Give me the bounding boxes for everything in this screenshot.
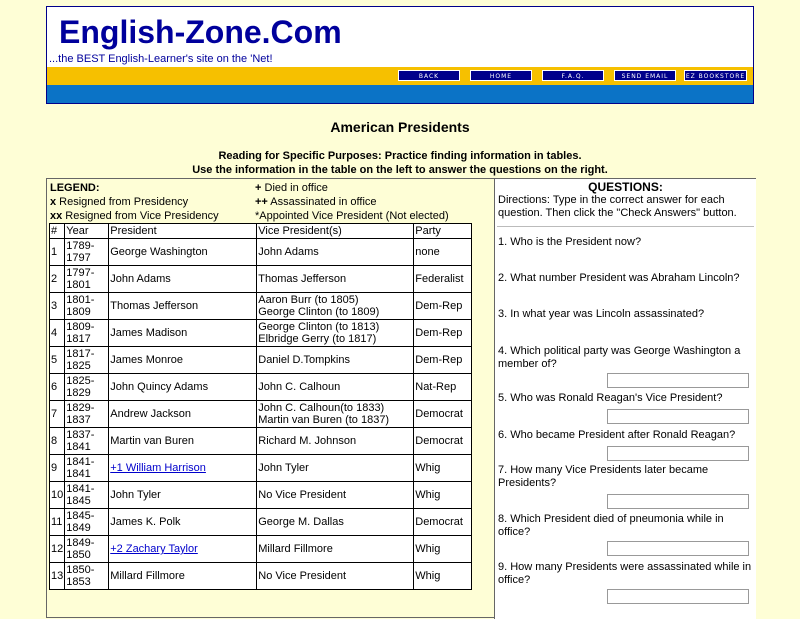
president-name: John Adams xyxy=(110,273,171,285)
vice-president-1: George Clinton (to 1813) xyxy=(258,321,380,333)
legend-xx-symbol: xx xyxy=(50,210,63,222)
vice-president-1: Millard Fillmore xyxy=(258,543,333,555)
site-tagline: ...the BEST English-Learner's site on the 'Net! xyxy=(49,53,273,65)
cell-number: 7 xyxy=(50,401,65,428)
cell-year xyxy=(65,509,109,536)
main-container xyxy=(46,178,756,618)
answer-input-7[interactable] xyxy=(607,494,749,509)
nav-bar xyxy=(47,67,753,85)
cell-party: Dem-Rep xyxy=(414,347,472,374)
year-end: 1853 xyxy=(66,576,91,588)
cell-number: 3 xyxy=(50,293,65,320)
legend xyxy=(47,179,493,223)
cell-president xyxy=(109,320,257,347)
vice-president-2: Elbridge Gerry (to 1817) xyxy=(258,333,377,345)
cell-number: 9 xyxy=(50,455,65,482)
cell-party: Democrat xyxy=(414,428,472,455)
cell-number: 5 xyxy=(50,347,65,374)
col-header-number: # xyxy=(50,224,65,239)
header-blue-bar xyxy=(47,85,753,103)
year-end: 1837 xyxy=(66,414,91,426)
cell-vice-president xyxy=(257,293,414,320)
cell-president xyxy=(109,428,257,455)
table-row xyxy=(50,536,472,563)
legend-plus-text: Died in office xyxy=(261,182,328,194)
cell-year xyxy=(65,563,109,590)
year-start: 1789- xyxy=(66,240,95,252)
cell-president xyxy=(109,374,257,401)
vice-president-1: John Tyler xyxy=(258,462,309,474)
cell-vice-president xyxy=(257,239,414,266)
table-header-row xyxy=(50,224,472,239)
cell-party: Whig xyxy=(414,536,472,563)
table-row xyxy=(50,320,472,347)
president-name: James Madison xyxy=(110,327,188,339)
cell-vice-president xyxy=(257,266,414,293)
cell-president xyxy=(109,482,257,509)
cell-year xyxy=(65,374,109,401)
nav-send-email-button[interactable]: SEND EMAIL xyxy=(614,70,676,81)
vice-president-1: Thomas Jefferson xyxy=(258,273,347,285)
question-text: 4. Which political party was George Washington a member of? xyxy=(498,345,741,370)
table-row xyxy=(50,239,472,266)
cell-party: Dem-Rep xyxy=(414,293,472,320)
question-text: 5. Who was Ronald Reagan's Vice President? xyxy=(498,392,723,404)
cell-vice-president xyxy=(257,482,414,509)
cell-president xyxy=(109,293,257,320)
cell-president xyxy=(109,266,257,293)
cell-party: Democrat xyxy=(414,509,472,536)
cell-number: 2 xyxy=(50,266,65,293)
president-name: Millard Fillmore xyxy=(110,570,185,582)
year-end: 1850 xyxy=(66,549,91,561)
question-text: 6. Who became President after Ronald Reagan? xyxy=(498,429,736,441)
legend-x-text: Resigned from Presidency xyxy=(56,196,189,208)
year-end: 1829 xyxy=(66,387,91,399)
cell-number: 1 xyxy=(50,239,65,266)
year-start: 1817- xyxy=(66,348,95,360)
year-start: 1837- xyxy=(66,429,95,441)
vice-president-1: Aaron Burr (to 1805) xyxy=(258,294,359,306)
cell-year xyxy=(65,239,109,266)
nav-bookstore-button[interactable]: EZ BOOKSTORE xyxy=(684,70,747,81)
president-name: James K. Polk xyxy=(110,516,181,528)
table-row xyxy=(50,455,472,482)
year-end: 1841 xyxy=(66,468,91,480)
cell-vice-president xyxy=(257,347,414,374)
cell-vice-president xyxy=(257,320,414,347)
vice-president-1: John C. Calhoun(to 1833) xyxy=(258,402,385,414)
cell-president[interactable] xyxy=(109,536,257,563)
year-end: 1801 xyxy=(66,279,91,291)
answer-input-8[interactable] xyxy=(607,541,749,556)
president-name: John Quincy Adams xyxy=(110,381,209,393)
col-header-president: President xyxy=(109,224,257,239)
cell-president xyxy=(109,239,257,266)
vice-president-1: Daniel D.Tompkins xyxy=(258,354,350,366)
site-logo[interactable]: English-Zone.Com xyxy=(59,14,342,50)
vice-president-1: John Adams xyxy=(258,246,319,258)
president-name: Andrew Jackson xyxy=(110,408,191,420)
year-start: 1825- xyxy=(66,375,95,387)
cell-number: 10 xyxy=(50,482,65,509)
legend-pp-text: Assassinated in office xyxy=(267,196,377,208)
president-name: James Monroe xyxy=(110,354,184,366)
question-text: 9. How many Presidents were assassinated while in office? xyxy=(498,561,752,586)
nav-home-button[interactable]: HOME xyxy=(470,70,532,81)
answer-input-4[interactable] xyxy=(607,373,749,388)
question-text: 1. Who is the President now? xyxy=(498,236,642,248)
legend-xx-text: Resigned from Vice Presidency xyxy=(62,210,219,222)
year-start: 1845- xyxy=(66,510,95,522)
year-start: 1829- xyxy=(66,402,95,414)
questions-panel xyxy=(494,179,756,619)
cell-president[interactable] xyxy=(109,455,257,482)
legend-x-symbol: x xyxy=(50,196,57,208)
cell-party: Dem-Rep xyxy=(414,320,472,347)
cell-vice-president xyxy=(257,401,414,428)
vice-president-2: George Clinton (to 1809) xyxy=(258,306,380,318)
cell-year xyxy=(65,482,109,509)
presidents-table xyxy=(49,223,472,590)
cell-party: Democrat xyxy=(414,401,472,428)
presidents-panel xyxy=(47,179,493,619)
president-name: Martin van Buren xyxy=(110,435,195,447)
legend-title: LEGEND: xyxy=(50,182,100,194)
vice-president-1: George M. Dallas xyxy=(258,516,344,528)
table-row xyxy=(50,401,472,428)
site-header xyxy=(46,6,754,104)
page-subtitle-2: Use the information in the table on the left to answer the questions on the right. xyxy=(192,164,608,176)
cell-number: 11 xyxy=(50,509,65,536)
cell-year xyxy=(65,266,109,293)
president-link[interactable]: +2 Zachary Taylor xyxy=(110,543,198,555)
page-subtitle-1: Reading for Specific Purposes: Practice finding information in tables. xyxy=(218,150,582,162)
answer-input-6[interactable] xyxy=(607,446,749,461)
cell-party: none xyxy=(414,239,472,266)
year-end: 1825 xyxy=(66,360,91,372)
questions-divider xyxy=(497,226,754,227)
answer-input-9[interactable] xyxy=(607,589,749,604)
nav-faq-button[interactable]: F.A.Q. xyxy=(542,70,604,81)
president-name: Thomas Jefferson xyxy=(110,300,199,312)
year-end: 1817 xyxy=(66,333,91,345)
president-name: George Washington xyxy=(110,246,208,258)
cell-year xyxy=(65,347,109,374)
year-start: 1850- xyxy=(66,564,95,576)
year-start: 1797- xyxy=(66,267,95,279)
table-row xyxy=(50,374,472,401)
cell-vice-president xyxy=(257,536,414,563)
year-end: 1849 xyxy=(66,522,91,534)
president-link[interactable]: +1 William Harrison xyxy=(110,462,206,474)
cell-vice-president xyxy=(257,455,414,482)
col-header-party: Party xyxy=(414,224,472,239)
legend-star-text: *Appointed Vice President (Not elected) xyxy=(255,210,449,222)
table-row xyxy=(50,428,472,455)
year-end: 1845 xyxy=(66,495,91,507)
cell-vice-president xyxy=(257,428,414,455)
vice-president-1: Richard M. Johnson xyxy=(258,435,357,447)
cell-president xyxy=(109,401,257,428)
table-row xyxy=(50,509,472,536)
cell-year xyxy=(65,401,109,428)
cell-party: Whig xyxy=(414,563,472,590)
cell-president xyxy=(109,347,257,374)
question-text: 7. How many Vice Presidents later became Presidents? xyxy=(498,464,709,489)
col-header-vice-president: Vice President(s) xyxy=(257,224,414,239)
questions-directions: Directions: Type in the correct answer for each question. Then click the "Check Answers" button. xyxy=(498,194,737,219)
vice-president-1: No Vice President xyxy=(258,570,347,582)
year-start: 1849- xyxy=(66,537,95,549)
cell-year xyxy=(65,293,109,320)
cell-party: Whig xyxy=(414,455,472,482)
year-start: 1841- xyxy=(66,483,95,495)
table-row xyxy=(50,293,472,320)
cell-party: Federalist xyxy=(414,266,472,293)
col-header-year: Year xyxy=(65,224,109,239)
cell-year xyxy=(65,455,109,482)
questions-title: QUESTIONS: xyxy=(588,180,663,194)
vice-president-1: No Vice President xyxy=(258,489,347,501)
cell-number: 4 xyxy=(50,320,65,347)
cell-president xyxy=(109,563,257,590)
vice-president-2: Martin van Buren (to 1837) xyxy=(258,414,390,426)
cell-vice-president xyxy=(257,563,414,590)
cell-party: Whig xyxy=(414,482,472,509)
cell-year xyxy=(65,428,109,455)
nav-back-button[interactable]: BACK xyxy=(398,70,460,81)
question-text: 3. In what year was Lincoln assassinated? xyxy=(498,308,705,320)
cell-number: 12 xyxy=(50,536,65,563)
table-row xyxy=(50,563,472,590)
cell-number: 13 xyxy=(50,563,65,590)
table-row xyxy=(50,347,472,374)
vice-president-1: John C. Calhoun xyxy=(258,381,341,393)
legend-pp-symbol: ++ xyxy=(255,196,268,208)
year-end: 1809 xyxy=(66,306,91,318)
page-title: American Presidents xyxy=(330,119,470,135)
cell-year xyxy=(65,536,109,563)
year-start: 1841- xyxy=(66,456,95,468)
answer-input-5[interactable] xyxy=(607,409,749,424)
president-name: John Tyler xyxy=(110,489,161,501)
table-row xyxy=(50,266,472,293)
cell-number: 8 xyxy=(50,428,65,455)
question-text: 2. What number President was Abraham Lincoln? xyxy=(498,272,740,284)
year-start: 1801- xyxy=(66,294,95,306)
year-end: 1841 xyxy=(66,441,91,453)
cell-party: Nat-Rep xyxy=(414,374,472,401)
cell-president xyxy=(109,509,257,536)
cell-year xyxy=(65,320,109,347)
year-end: 1797 xyxy=(66,252,91,264)
cell-vice-president xyxy=(257,374,414,401)
legend-plus-symbol: + xyxy=(255,182,262,194)
year-start: 1809- xyxy=(66,321,95,333)
question-text: 8. Which President died of pneumonia while in office? xyxy=(498,513,724,538)
cell-vice-president xyxy=(257,509,414,536)
cell-number: 6 xyxy=(50,374,65,401)
table-row xyxy=(50,482,472,509)
